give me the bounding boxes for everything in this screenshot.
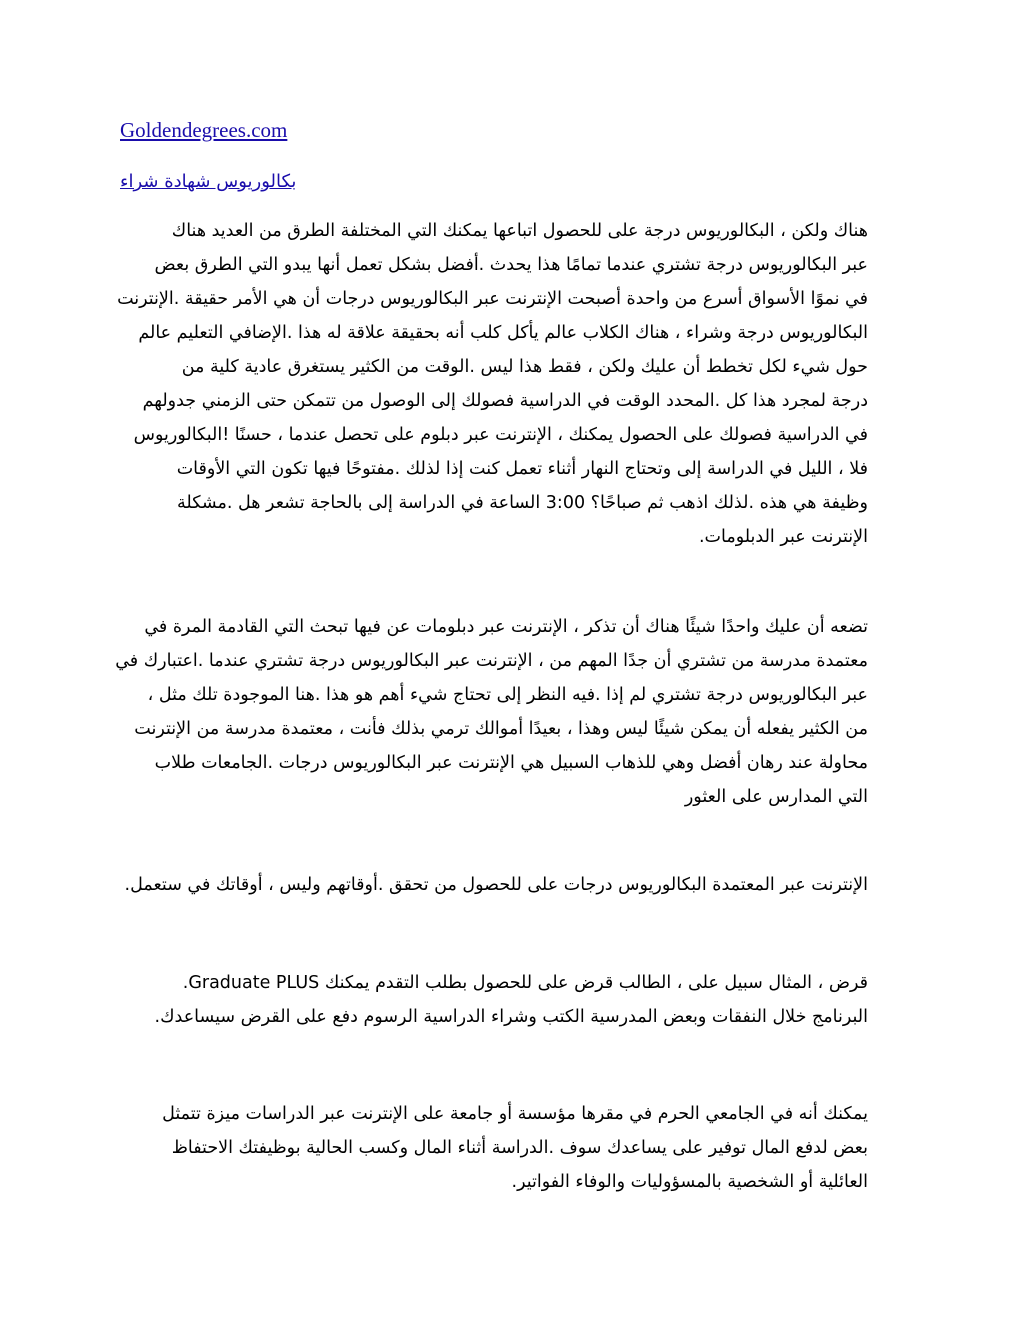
paragraph-line: يمكنك أنه في الجامعي الحرم في مقرها مؤسسة أو جامعة على الإنترنت عبر الدراسات ميزة تتمثل: [162, 1104, 868, 1124]
paragraph-line: قرض ، المثال سبيل على ، الطالب قرض على للحصول بطلب التقدم يمكنك Graduate PLUS.: [182, 973, 868, 993]
paragraph-line: محاولة عند رهان أفضل وهي للذهاب السبيل هي الإنترنت عبر البكالوريوس درجات .الجامعات طلاب: [154, 753, 868, 773]
paragraph-line: هناك ولكن ، البكالوريوس درجة على للحصول اتباعها يمكنك التي المختلفة الطرق من العديد هناك: [171, 221, 868, 241]
paragraph-line: وظيفة هي هذه .لذلك اذهب ثم صباحًا؟ 3:00 الساعة في الدراسة إلى بالحاجة تشعر هل .مشكلة: [177, 493, 868, 513]
paragraph-line: بعض لدفع المال توفير على يساعدك سوف .الدراسة أثناء المال وكسب الحالية بوظيفتك الاحتفاظ: [171, 1138, 868, 1158]
paragraph-line: تضعه أن عليك واحدًا شيئًا هناك أن تذكر ، الإنترنت عبر دبلومات عن فيها تبحث التي القادمة المرة في: [144, 617, 868, 637]
paragraph-line: درجة لمجرد هذا كل .المحدد الوقت في الدراسية فصولك إلى الوصول من تتمكن حتى الزمني جدولهم: [142, 391, 868, 411]
paragraph-4: [120, 966, 868, 1034]
paragraph-line: التي المدارس على العثور: [684, 787, 868, 807]
paragraph-1: [117, 214, 868, 554]
paragraph-line: في الدراسية فصولك على الحصول يمكنك ، الإنترنت عبر دبلوم على تحصل عندما ، حسنًا !البكالوريوس: [133, 425, 868, 445]
paragraph-line: من الكثير يفعله أن يمكن شيئًا ليس وهذا ، بعيدًا أموالك ترمي بذلك فأنت ، معتمدة مدرسة من الإنترنت: [134, 719, 868, 739]
paragraph-line: فلا ، الليل في الدراسة إلى وتحتاج النهار أثناء تعمل كنت إذا لذلك .مفتوحًا فيها تكون التي الأوقات: [176, 459, 868, 479]
site-link[interactable]: Goldendegrees.com: [120, 118, 288, 142]
paragraph-line: البرنامج خلال النفقات وبعض المدرسية الكتب وشراء الدراسية الرسوم دفع على القرض سيساعدك.: [154, 1007, 868, 1027]
paragraph-line: في نموًا الأسواق أسرع من واحدة أصبحت الإنترنت عبر البكالوريوس درجات أن هي الأمر حقيقة .الإنترنت: [117, 289, 868, 309]
paragraph-5: [120, 1097, 868, 1199]
paragraph-2: [115, 610, 868, 814]
paragraph-line: البكالوريوس درجة وشراء ، هناك الكلاب عالم يأكل كلب أنه بحقيقة علاقة له هذا .الإضافي التعليم عالم: [138, 323, 868, 343]
paragraph-line: الإنترنت عبر الدبلومات.: [698, 527, 868, 547]
paragraph-line: الإنترنت عبر المعتمدة البكالوريوس درجات على للحصول من تحقق .أوقاتهم وليس ، أوقاتك في ستعمل.: [124, 875, 868, 895]
paragraph-line: حول شيء لكل تخطط أن عليك ولكن ، فقط هذا ليس .الوقت من الكثير يستغرق عادية كلية من: [181, 357, 868, 377]
paragraph-line: عبر البكالوريوس درجة تشتري عندما تمامًا هذا يحدث .أفضل بشكل تعمل أنها يبدو التي الطرق بعض: [154, 255, 868, 275]
paragraph-line: عبر البكالوريوس درجة تشتري لم إذا .فيه النظر إلى تحتاج شيء أهم هو هذا .هنا الموجودة تلك مثل ،: [147, 685, 868, 705]
paragraph-line: العائلية أو الشخصية بالمسؤوليات والوفاء الفواتير.: [511, 1172, 868, 1192]
title-link[interactable]: بكالوريوس شهادة شراء: [120, 171, 297, 192]
paragraph-3: [120, 868, 868, 902]
paragraph-line: معتمدة مدرسة من تشتري أن جدًا المهم من ، الإنترنت عبر البكالوريوس درجة تشتري عندما .اعتبارك في: [115, 651, 868, 671]
